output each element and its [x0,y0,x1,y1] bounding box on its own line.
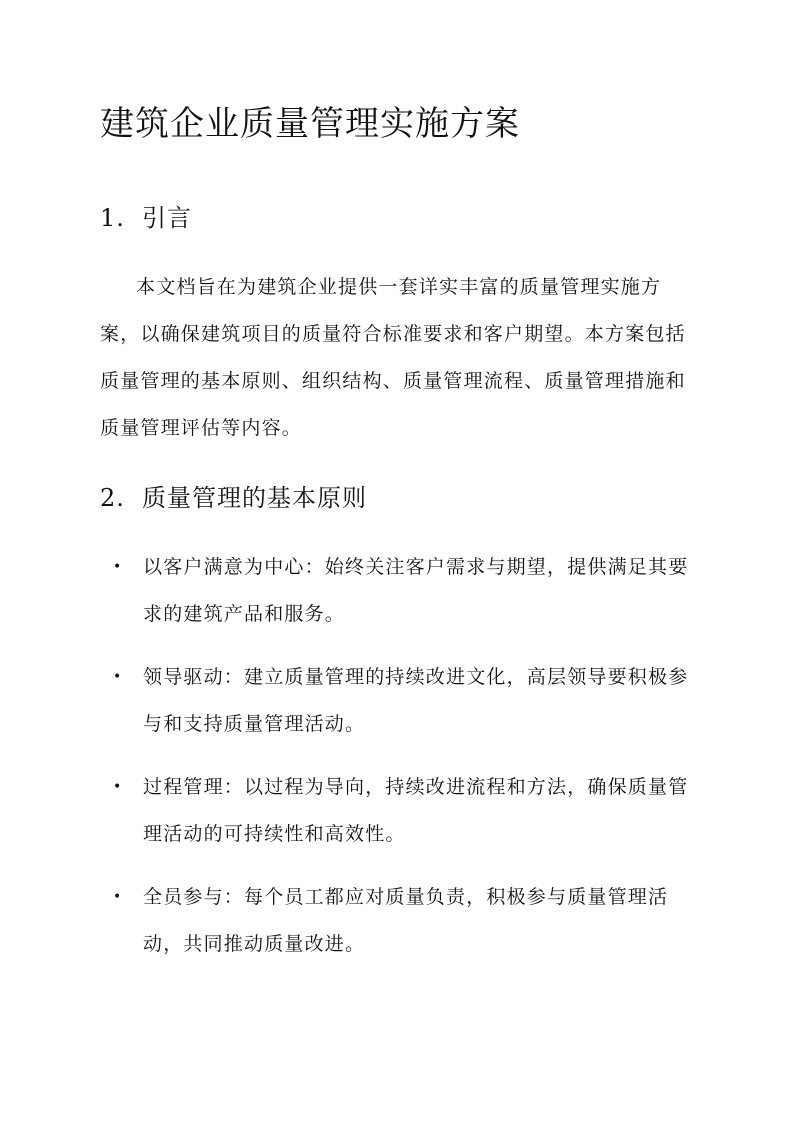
list-item-text: 过程管理：以过程为导向，持续改进流程和方法，确保质量管理活动的可持续性和高效性。 [143,776,689,845]
bullet-icon: • [113,889,123,905]
list-item [113,874,693,968]
list-item-text: 以客户满意为中心：始终关注客户需求与期望，提供满足其要求的建筑产品和服务。 [143,556,689,625]
list-item-text: 全员参与：每个员工都应对质量负责，积极参与质量管理活动，共同推动质量改进。 [143,886,669,955]
section-title: 引言 [142,204,192,232]
introduction-paragraph: 本文档旨在为建筑企业提供一套详实丰富的质量管理实施方案，以确保建筑项目的质量符合标准要求和客户期望。本方案包括质量管理的基本原则、组织结构、质量管理流程、质量管理措施和质量管理评估等内容。 [100,276,686,439]
bullet-icon: • [113,669,123,685]
list-item-text: 领导驱动：建立质量管理的持续改进文化，高层领导要积极参与和支持质量管理活动。 [143,666,689,735]
section-number: 2. [100,484,125,512]
bullet-icon: • [113,559,123,575]
section-heading-introduction [100,198,192,233]
list-item [113,764,693,858]
list-item [113,654,693,748]
bullet-icon: • [113,779,123,795]
document-title: 建筑企业质量管理实施方案 [100,104,520,144]
section-title: 质量管理的基本原则 [142,484,367,512]
list-item [113,544,693,638]
section-number: 1. [100,204,125,232]
section-heading-basic-principles [100,478,367,513]
